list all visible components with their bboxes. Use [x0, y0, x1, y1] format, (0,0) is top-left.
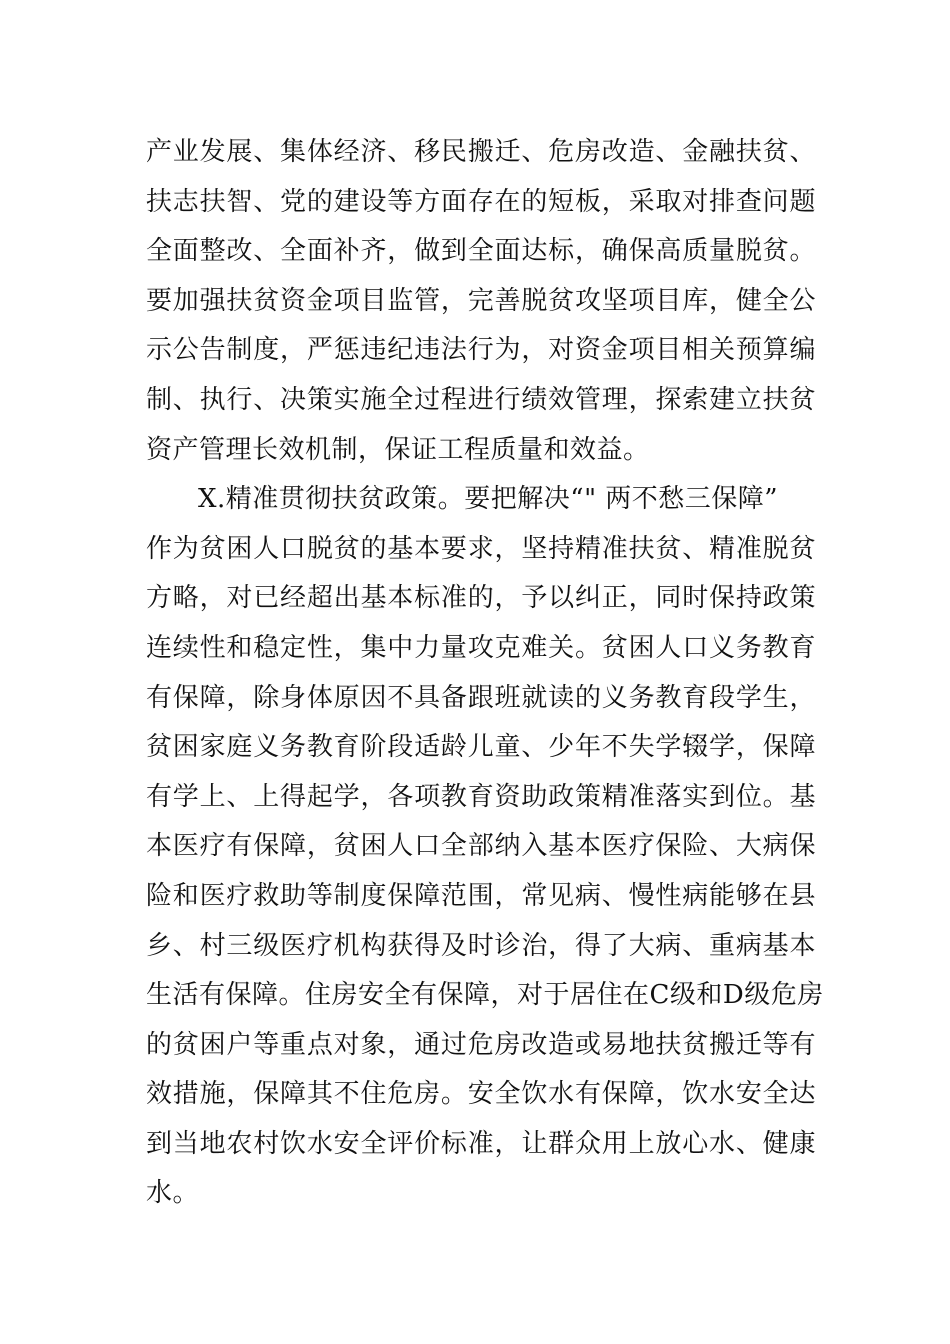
- paragraph-2: [146, 475, 824, 1219]
- text-line: 扶志扶智、党的建设等方面存在的短板，采取对排查问题: [146, 186, 816, 217]
- text-line: 示公告制度，严惩违纪违法行为，对资金项目相关预算编: [146, 335, 816, 366]
- text-line: 制、执行、决策实施全过程进行绩效管理，探索建立扶贫: [146, 384, 816, 415]
- text-line: 作为贫困人口脱贫的基本要求，坚持精准扶贫、精准脱贫: [146, 533, 816, 564]
- text-line: 乡、村三级医疗机构获得及时诊治，得了大病、重病基本: [146, 930, 816, 961]
- text-line: 有学上、上得起学，各项教育资助政策精准落实到位。基: [146, 781, 816, 812]
- text-line: 有保障，除身体原因不具备跟班就读的义务教育段学生，: [146, 682, 816, 713]
- text-line: 本医疗有保障，贫困人口全部纳入基本医疗保险、大病保: [146, 831, 816, 862]
- text-line: 全面整改、全面补齐，做到全面达标，确保高质量脱贫。: [146, 236, 816, 267]
- text-line: 贫困家庭义务教育阶段适龄儿童、少年不失学辍学，保障: [146, 732, 816, 763]
- text-line: 要加强扶贫资金项目监管，完善脱贫攻坚项目库，健全公: [146, 285, 816, 316]
- body-text: [146, 128, 824, 1219]
- text-line: 险和医疗救助等制度保障范围，常见病、慢性病能够在县: [146, 880, 816, 911]
- text-line: 资产管理长效机制，保证工程质量和效益。: [146, 434, 650, 465]
- paragraph-1: [146, 128, 816, 475]
- text-line: 生活有保障。住房安全有保障，对于居住在C级和D级危房: [146, 980, 824, 1011]
- section-heading-line: X.精准贯彻扶贫政策。要把解决“" 两不愁三保障”: [198, 484, 779, 515]
- text-line: 的贫困户等重点对象，通过危房改造或易地扶贫搬迁等有: [146, 1029, 816, 1060]
- text-line: 方略，对已经超出基本标准的，予以纠正，同时保持政策: [146, 583, 816, 614]
- text-line: 水。: [146, 1178, 200, 1209]
- text-line: 产业发展、集体经济、移民搬迁、危房改造、金融扶贫、: [146, 137, 816, 167]
- text-line: 到当地农村饮水安全评价标准，让群众用上放心水、健康: [146, 1128, 816, 1159]
- text-line: 效措施，保障其不住危房。安全饮水有保障，饮水安全达: [146, 1079, 816, 1110]
- text-line: 连续性和稳定性，集中力量攻克难关。贫困人口义务教育: [146, 632, 816, 663]
